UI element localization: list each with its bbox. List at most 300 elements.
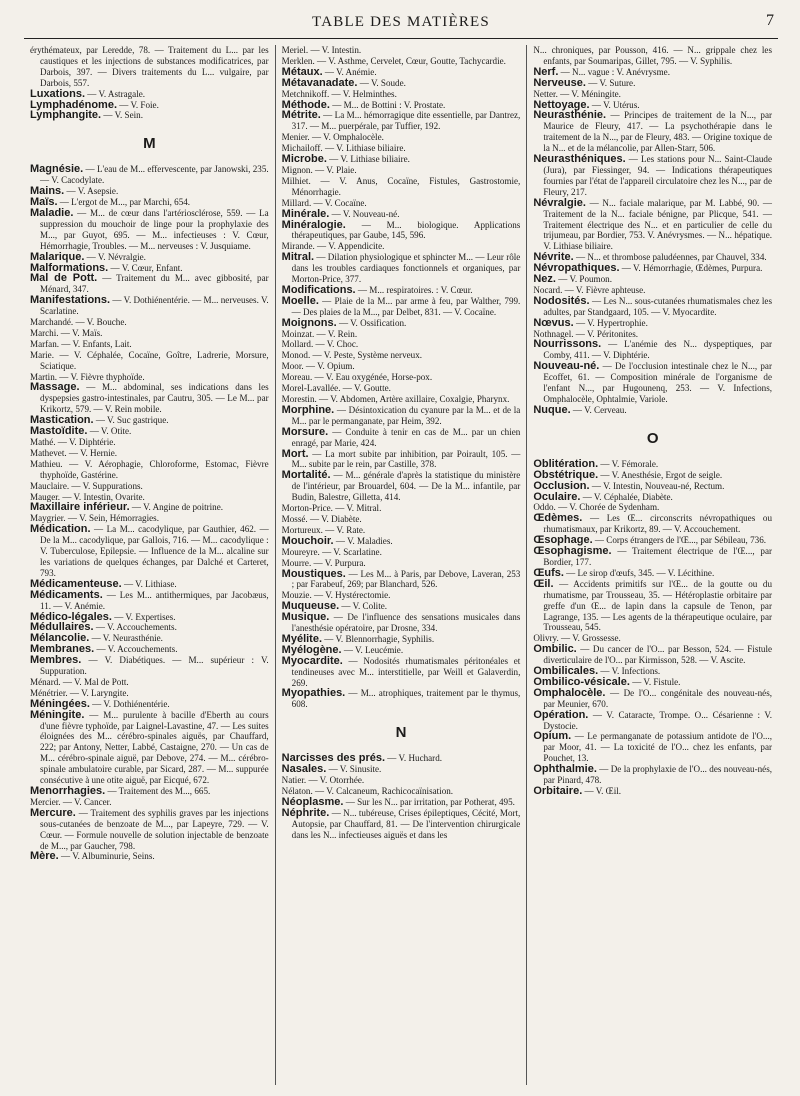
entry-headword: Névrite. [533, 251, 574, 264]
entry-headword: Myocardite. [281, 654, 343, 667]
entry-headword: Malformations. [30, 261, 109, 274]
entry-headword: Nuque. [533, 403, 571, 416]
entry-text: — V. Anesthésie, Ergot de seigle. [598, 469, 723, 480]
index-entry [282, 427, 521, 449]
entry-text: — M... abdominal, ses indications dans les dyspepsies gastro-intestinales, par Cautru, 305. — Le M... par Krikortz, 579. — V. Rein mobile. [40, 382, 269, 415]
entry-headword: Minérale. [281, 207, 330, 220]
entry-text: érythémateux, par Leredde, 78. — Traitement du L... par les caustiques et les injections de substances modificatrices, par Darbois, 397. — Divers traitements du L... vulgaire, par Darbois, 557. [30, 45, 269, 88]
entry-headword: Méningées. [30, 697, 90, 710]
index-entry [533, 710, 772, 732]
entry-text: — Traitement du M... avec gibbosité, par Ménard, 347. [40, 273, 269, 295]
entry-text: — Corps étrangers de l'Œ..., par Sébileau, 736. [592, 535, 767, 546]
entry-headword: Luxations. [30, 87, 86, 100]
index-columns [24, 45, 778, 1085]
entry-text: — M... atrophiques, traitement par le thymus, 608. [291, 688, 521, 710]
entry-text: — Les N... sous-cutanées rhumatismales chez les adultes, par Standgaard, 105. — V. Myocardite. [543, 295, 773, 317]
entry-text: — V. Diabétiques. — M... supérieur : V. Suppuration. [40, 655, 269, 677]
entry-headword: Nœvus. [533, 316, 574, 329]
index-entry [30, 350, 269, 372]
section-letter: N [395, 724, 407, 742]
index-entry [533, 513, 772, 535]
entry-headword: Oblitération. [533, 457, 599, 470]
entry-text: — V. Cataracte, Trompe. O... Césarienne : V. Dystocie. [543, 709, 773, 731]
entry-text: — Accidents primitifs sur l'Œ... de la goutte ou du rhumatisme, par Trousseau, 35. — Hétéroplastie orbitaire par greffe d'un Œ... de lapin dans la capsule de Tenon, par Lagrange, 135. — Les agents de la thérapeutique oculaire, par Trousseau, 545. [543, 578, 773, 633]
entry-text: Marfan. — V. Enfants, Lait. [30, 338, 132, 349]
index-entry [30, 459, 269, 481]
index-entry [30, 502, 269, 513]
index-entry [282, 45, 521, 56]
index-entry [282, 569, 521, 591]
entry-text: — V. Céphalée, Diabète. [580, 491, 673, 502]
entry-text: N... chroniques, par Pousson, 416. — N... grippale chez les enfants, par Soumaripas, Gillet, 795. — V. Syphilis. [533, 45, 773, 66]
entry-text: Ménard. — V. Mal de Pott. [30, 676, 129, 687]
entry-text: — La M... hémorragique dite essentielle, par Dantrez, 317. — M... puerpérale, par Tuffier, 192. [291, 110, 521, 132]
entry-text: Monod. — V. Peste, Système nerveux. [281, 350, 423, 361]
index-entry [533, 731, 772, 764]
entry-text: — La M... cacodylique, par Gauthier, 462. — De la M... cacodylique, par Gallois, 716. — M... cacodylique : V. Tuberculose, Epilepsie. — Influence de la M... alcaline sur les variations de quelques échanges, par Dalché et Carteret, 793. [40, 524, 269, 578]
entry-headword: Neurasthéniques. [533, 153, 626, 166]
entry-headword: Mastoïdite. [30, 425, 88, 438]
entry-text: — M... de cœur dans l'artériosclérose, 559. — La suppression du mouchoir de linge pour la prophylaxie des M..., par Guyot, 695. — M... infectieuses : V. Cœur, Hémorrhagie, Troubles. — M... nerveuses : V. Jusquiame. [40, 207, 269, 251]
entry-headword: Maïs. [30, 196, 58, 209]
index-entry [282, 165, 521, 176]
entry-text: — V. Sinusite. [326, 764, 382, 775]
entry-headword: Métrite. [281, 109, 321, 122]
entry-headword: Néphrite. [281, 806, 330, 819]
entry-headword: Œil. [533, 577, 554, 590]
entry-text: — M... de Bottini : V. Prostate. [329, 99, 446, 110]
entry-text: Marchi. — V. Maïs. [30, 327, 103, 338]
entry-text: — V. Hypertrophie. [573, 317, 648, 328]
entry-headword: Nettoyage. [533, 98, 590, 111]
entry-headword: Mercure. [30, 806, 76, 819]
entry-headword: Mastication. [30, 414, 94, 427]
index-entry [533, 361, 772, 405]
index-entry [30, 426, 269, 437]
entry-text: Morestin. — V. Abdomen, Artère axillaire, Coxalgie, Pharynx. [281, 394, 510, 404]
entry-headword: Neurasthénie. [533, 109, 607, 122]
index-entry [533, 764, 772, 786]
index-entry [30, 808, 269, 852]
entry-headword: Mitral. [281, 251, 315, 264]
index-entry [282, 688, 521, 710]
entry-text: — N... faciale malarique, par M. Labbé, 90. — Traitement de la N... faciale bénigne, par Plicque, 541. — Traitement électrique des N... et en particulier de celle du trijumeau, par Bordier, 753. V. Anévrysmes. — N... hépatique. V. Lithiase biliaire. [543, 197, 773, 252]
entry-text: — V. Astragale. [85, 88, 146, 99]
entry-text: — La mort subite par inhibition, par Poirault, 105. — M... subite par le rein, par Castille, 378. [291, 448, 521, 470]
section-letter: O [646, 429, 659, 447]
entry-text: — V. Ossification. [336, 317, 407, 328]
entry-headword: Membranes. [30, 643, 95, 656]
index-entry [282, 514, 521, 525]
entry-headword: Musique. [281, 611, 330, 624]
entry-text: — Traitement des syphilis graves par les injections sous-cutanées de benzoate de M..., par Lapeyre, 729. — V. Cœur. — Formule nouvelle de solution injectable de benzoate de M..., par Gaucher, 798. [40, 807, 269, 851]
index-entry [30, 786, 269, 797]
entry-text: — Principes de traitement de la N..., par Maurice de Fleury, 417. — La psychothérapie dans le traitement de la N..., par de Fleury, 483. — Origine toxique de la N... et de la mélancolie, par Allen-Starr, 506. [543, 110, 773, 154]
index-entry [282, 536, 521, 547]
entry-text: — V. Intestin, Nouveau-né, Rectum. [589, 480, 725, 491]
index-entry [282, 503, 521, 514]
entry-text: — N... tubéreuse, Crises épileptiques, Cécité, Mort, Autopsie, par Chauffard, 81. — De l'intervention chirurgicale dans les N... infectieuses aiguës et dans les [291, 807, 521, 840]
entry-headword: Obstétrique. [533, 468, 599, 481]
entry-text: — De la prophylaxie de l'O... des nouveau-nés, par Pinard, 478. [543, 764, 773, 786]
index-entry [30, 481, 269, 492]
index-entry [30, 437, 269, 448]
section-letter: M [143, 135, 156, 153]
entry-text: Maygrier. — V. Sein, Hémorragies. [30, 513, 159, 524]
entry-text: — V. Suture. [585, 77, 636, 88]
index-entry [30, 164, 269, 186]
entry-text: Netter. — V. Méningite. [533, 88, 621, 99]
index-entry [533, 296, 772, 318]
entry-text: — V. Anémie. [322, 66, 377, 77]
index-entry [30, 110, 269, 121]
entry-headword: Modifications. [281, 283, 356, 296]
index-entry [282, 361, 521, 372]
entry-text: Metchnikoff. — V. Helminthes. [281, 88, 397, 99]
entry-text: — V. Hémorrhagie, Œdèmes, Purpura. [619, 263, 763, 274]
entry-headword: Œufs. [533, 566, 564, 579]
entry-headword: Nourrissons. [533, 338, 602, 351]
entry-text: Mouzie. — V. Hystérectomie. [281, 590, 391, 601]
entry-headword: Ombilic. [533, 643, 577, 656]
index-entry [533, 579, 772, 634]
index-entry [533, 318, 772, 329]
entry-text: Nélaton. — V. Calcaneum, Rachicocaïnisation. [281, 786, 454, 796]
index-entry [282, 110, 521, 132]
entry-headword: Mélancolie. [30, 632, 90, 645]
entry-headword: Mort. [281, 447, 309, 460]
index-entry [282, 656, 521, 689]
entry-headword: Menorrhagies. [30, 785, 106, 797]
index-entry [30, 655, 269, 677]
entry-headword: Néoplasme. [281, 795, 344, 808]
entry-text: Martin. — V. Fièvre thyphoïde. [30, 371, 145, 382]
entry-text: Mortureux. — V. Rate. [281, 524, 366, 535]
entry-text: — V. Dothiénentérie. [89, 698, 170, 709]
entry-text: — Du cancer de l'O... par Besson, 524. — Fistule diverticulaire de l'O... par Kirmisson, 528. — V. Ascite. [543, 644, 773, 666]
entry-headword: Nodosités. [533, 294, 590, 307]
entry-text: Morel-Lavallée. — V. Goutte. [281, 383, 391, 394]
index-entry [282, 405, 521, 427]
entry-text: — Conduite à tenir en cas de M... par un chien enragé, par Marie, 424. [291, 426, 521, 448]
entry-text: — V. Accouchements. [93, 622, 177, 633]
entry-text: Moinzat. — V. Rein. [281, 328, 358, 339]
entry-headword: Méningite. [30, 708, 85, 721]
index-entry [30, 317, 269, 328]
entry-text: — M... purulente à bacille d'Eberth au cours d'une fièvre typhoïde, par Laignel-Lavastine, 47. — Les suites éloignées des M... cérébro-spinales aiguës, par Chauffard, 222; par Antony, Netter, Labbé, Castaigne, 270. — Un cas de M... cérébro-spinale aiguë, par Debove, 274. — M... cérébro-spinale ambulatoire curable, par Sicard, 287. — M... suppurée consécutive à une otite aiguë, par Eicqué, 672. [40, 709, 269, 786]
entry-headword: Nez. [533, 273, 556, 286]
entry-text: — M... respiratoires. : V. Cœur. [355, 284, 473, 295]
entry-text: — V. Névralgie. [84, 251, 146, 262]
entry-text: Mauger. — V. Intestin, Ovarite. [30, 491, 145, 502]
entry-text: Marchandé. — V. Bouche. [30, 317, 127, 328]
index-entry [282, 154, 521, 165]
index-entry [533, 492, 772, 503]
entry-text: — V. Asepsie. [64, 186, 119, 197]
index-entry [30, 382, 269, 415]
entry-text: — L'eau de M... effervescente, par Janowski, 235. — V. Cacodylate. [40, 164, 269, 186]
entry-text: Nothnagel. — V. Péritonites. [533, 328, 639, 339]
entry-text: Mollard. — V. Choc. [281, 339, 359, 350]
index-entry [533, 405, 772, 416]
index-entry [282, 350, 521, 361]
entry-text: Menier. — V. Omphalocèle. [281, 132, 384, 143]
entry-headword: Ombilico-vésicale. [533, 675, 630, 688]
index-entry [30, 273, 269, 295]
entry-text: — Les M... à Paris, par Debove, Laveran, 253 ; par Farabeuf, 269; par Blanchard, 526. [291, 568, 521, 590]
entry-headword: Métavanadate. [281, 76, 358, 89]
entry-headword: Nasales. [281, 763, 327, 776]
entry-text: Mirande. — V. Appendicite. [281, 241, 385, 252]
entry-text: — De l'occlusion intestinale chez le N..., par Ecoffet, 61. — Composition minérale de l'organisme de l'enfant N..., par Hugounenq, 253. — V. Infections, Omphalocèle, Ophtalmie, Variole. [543, 361, 773, 404]
entry-text: — V. Cœur, Enfant. [108, 262, 183, 273]
entry-text: — Traitement électrique de l'Œ..., par Bordier, 177. [543, 546, 773, 567]
entry-text: — Les Œ... circonscrits névropathiques ou rhumatismaux, par Krikortz, 89. — V. Accouchement. [543, 513, 773, 535]
entry-headword: Moelle. [281, 294, 319, 307]
index-entry [282, 318, 521, 329]
index-entry [282, 176, 521, 198]
entry-text: — V. Œil. [582, 786, 622, 796]
entry-headword: Moignons. [281, 316, 337, 329]
entry-headword: Maxillaire inférieur. [30, 501, 130, 514]
index-entry [30, 45, 269, 89]
entry-text: Meriel. — V. Intestin. [281, 45, 362, 55]
entry-text: — V. Albuminurie, Seins. [58, 851, 155, 862]
entry-text: — V. Lithiase. [121, 578, 177, 589]
entry-text: Mathevet. — V. Hernie. [30, 447, 118, 458]
entry-text: — Traitement des M..., 665. [105, 786, 211, 796]
entry-headword: Omphalocèle. [533, 686, 606, 699]
entry-headword: Manifestations. [30, 294, 111, 307]
index-entry [282, 775, 521, 786]
entry-headword: Mains. [30, 185, 65, 198]
entry-headword: Mère. [30, 850, 59, 863]
entry-text: Mauclaire. — V. Suppurations. [30, 480, 143, 491]
index-entry [533, 263, 772, 274]
entry-headword: Morsure. [281, 425, 329, 438]
entry-headword: Médullaires. [30, 621, 94, 634]
entry-text: — N... et thrombose paludéennes, par Chauvel, 334. [573, 252, 767, 263]
entry-text: — L'ergot de M..., par Marchi, 654. [57, 197, 191, 208]
index-entry [282, 449, 521, 471]
index-entry [30, 677, 269, 688]
entry-headword: Opium. [533, 730, 572, 743]
entry-text: — V. Suc gastrique. [93, 415, 169, 426]
entry-text: — V. Neurasthénie. [89, 633, 163, 644]
entry-text: — V. Colite. [339, 601, 388, 612]
index-entry [533, 78, 772, 89]
index-column-3 [526, 45, 778, 1085]
index-entry [533, 688, 772, 710]
entry-headword: Microbe. [281, 153, 327, 166]
entry-headword: Myélogène. [281, 643, 342, 656]
entry-text: Mignon. — V. Plaie. [281, 164, 357, 175]
entry-text: Mossé. — V. Diabète. [281, 513, 362, 524]
entry-text: — V. Infections. [598, 666, 661, 677]
entry-headword: Lymphangite. [30, 109, 102, 122]
index-entry [282, 78, 521, 89]
entry-text: — V. Expertises. [111, 611, 176, 622]
page-number: 7 [766, 12, 774, 29]
entry-text: — V. Blennorrhagie, Syphilis. [322, 633, 435, 644]
entry-text: — Le sirop d'œufs, 345. — V. Lécithine. [563, 567, 715, 578]
entry-text: Ménétrier. — V. Laryngite. [30, 687, 129, 698]
index-entry [533, 198, 772, 253]
index-entry [282, 339, 521, 350]
index-entry [30, 590, 269, 612]
index-entry [282, 612, 521, 634]
entry-headword: Orbitaire. [533, 785, 583, 797]
entry-headword: Médicaments. [30, 588, 103, 601]
entry-text: — V. Cerveau. [570, 404, 627, 415]
entry-text: — Les M... antithermiques, par Jacobæus, 11. — V. Anémie. [40, 589, 269, 611]
index-entry [30, 710, 269, 786]
index-column-2 [275, 45, 527, 1085]
entry-headword: Nerveuse. [533, 76, 586, 89]
index-entry [282, 547, 521, 558]
entry-headword: Médicamenteuse. [30, 577, 122, 590]
entry-headword: Œsophage. [533, 534, 593, 547]
entry-headword: Magnésie. [30, 163, 84, 176]
entry-text: — Désintoxication du cyanure par la M... et de la M... par le permanganate, par Heim, 392. [291, 404, 521, 426]
index-entry [533, 339, 772, 361]
entry-headword: Névralgie. [533, 196, 586, 209]
index-entry [30, 328, 269, 339]
entry-text: — V. Leucémie. [341, 644, 404, 655]
entry-text: — V. Lithiase biliaire. [326, 154, 410, 165]
entry-text: — De l'influence des sensations musicales dans l'anesthésie opératoire, par Drosne, 334. [291, 612, 521, 634]
index-entry [282, 383, 521, 394]
index-entry [282, 808, 521, 841]
index-entry [30, 448, 269, 459]
entry-headword: Muqueuse. [281, 600, 340, 613]
entry-text: Millard. — V. Cocaïne. [281, 197, 367, 208]
index-entry [533, 786, 772, 797]
index-entry [30, 186, 269, 197]
entry-text: — V. Fistule. [629, 676, 681, 687]
entry-text: Moreau. — V. Eau oxygénée, Horse-pox. [281, 372, 433, 383]
entry-text: Natier. — V. Otorrhée. [281, 775, 365, 786]
index-entry [282, 470, 521, 503]
entry-headword: Opération. [533, 708, 589, 721]
entry-headword: Mal de Pott. [30, 272, 98, 285]
entry-text: — V. Foie. [117, 99, 159, 110]
index-entry [30, 339, 269, 350]
index-entry [282, 372, 521, 383]
entry-text: — Nodosités rhumatismales péritonéales et tendineuses avec M... interstitielle, par Weill et Galaverdin, 269. [291, 655, 521, 688]
entry-headword: Œdèmes. [533, 512, 583, 525]
entry-text: — V. Soude. [357, 77, 406, 88]
entry-headword: Oculaire. [533, 490, 581, 503]
entry-text: Mathieu. — V. Aérophagie, Chloroforme, Estomac, Fièvre thyphoïde, Gastérine. [30, 458, 269, 480]
index-entry [533, 274, 772, 285]
entry-headword: Minéralogie. [281, 218, 346, 231]
entry-headword: Ophthalmie. [533, 763, 597, 776]
entry-headword: Morphine. [281, 403, 335, 416]
entry-text: Olivry. — V. Grossesse. [533, 633, 621, 644]
entry-text: — M... générale d'après la statistique du ministère de l'intérieur, par Brouardel, 604. — De la M... infantile, par Budin, Balestre, Gilletta, 414. [291, 470, 521, 503]
entry-headword: Névropathiques. [533, 262, 620, 275]
index-entry [282, 132, 521, 143]
entry-text: Nocard. — V. Fièvre aphteuse. [533, 284, 646, 295]
entry-text: — V. Accouchements. [94, 644, 178, 655]
entry-text: — Plaie de la M... par arme à feu, par Walther, 799. — Des plaies de la M..., par Delbet, 831. — V. Cocaïne. [291, 295, 521, 317]
page-header [24, 0, 778, 39]
index-entry [30, 851, 269, 862]
entry-headword: Occlusion. [533, 479, 590, 492]
entry-text: — Le permanganate de potassium antidote de l'O..., par Moor, 41. — La toxicité de l'O... chez les enfants, par Pouchet, 13. [543, 731, 773, 764]
index-entry [282, 220, 521, 242]
index-entry [30, 524, 269, 579]
entry-text: — Sur les N... par irritation, par Potherat, 495. [343, 796, 515, 807]
entry-text: — V. Sein. [101, 110, 143, 121]
entry-text: — Dilation physiologique et sphincter M... — Leur rôle dans les troubles cardiaques fonctionnels et organiques, par Morton-Price, 377. [291, 252, 521, 285]
index-entry [282, 329, 521, 340]
entry-text: — V. Fémorale. [598, 458, 659, 469]
entry-text: Moureyre. — V. Scarlatine. [281, 546, 382, 557]
entry-text: — V. Nouveau-né. [329, 208, 400, 219]
entry-headword: Moustiques. [281, 567, 346, 580]
entry-headword: Maladie. [30, 206, 74, 219]
entry-text: Moor. — V. Opium. [281, 361, 355, 372]
entry-text: Milhiet. — V. Anus, Cocaïne, Fistules, Gastrostomie, Ménorrhagie. [281, 175, 521, 197]
index-entry [533, 154, 772, 198]
entry-text: — N... vague : V. Anévrysme. [558, 66, 670, 77]
entry-text: — V. Poumon. [555, 274, 612, 285]
entry-text: — V. Angine de poitrine. [129, 502, 224, 513]
entry-text: Oddo. — V. Chorée de Sydenham. [533, 502, 660, 513]
entry-headword: Métaux. [281, 65, 323, 78]
entry-headword: Médico-légales. [30, 610, 112, 623]
entry-text: — V. Maladies. [333, 535, 393, 546]
entry-headword: Nouveau-né. [533, 360, 600, 373]
running-title: TABLE DES MATIÈRES [312, 14, 490, 30]
entry-headword: Mouchoir. [281, 534, 334, 547]
entry-headword: Narcisses des prés. [281, 752, 386, 765]
entry-text: — V. Dothiénentérie. — M... nerveuses. V. Scarlatine. [40, 295, 269, 317]
entry-text: — V. Utérus. [589, 99, 640, 110]
entry-headword: Médication. [30, 523, 91, 536]
entry-headword: Mortalité. [281, 469, 331, 482]
index-entry [533, 45, 772, 67]
entry-text: Marie. — V. Céphalée, Cocaïne, Goître, Ladrerie, Morsure, Sciatique. [30, 349, 269, 371]
entry-headword: Ombilicales. [533, 665, 599, 678]
index-entry [533, 644, 772, 666]
entry-headword: Massage. [30, 381, 80, 394]
index-entry [533, 568, 772, 579]
entry-text: — M... biologique. Applications thérapeutiques, par Gaube, 145, 596. [291, 219, 521, 241]
index-entry [282, 241, 521, 252]
entry-text: — V. Otite. [87, 426, 132, 437]
entry-headword: Lymphadénome. [30, 98, 117, 111]
entry-text: Mercier. — V. Cancer. [30, 796, 112, 807]
entry-headword: Malarique. [30, 250, 85, 263]
entry-text: Merklen. — V. Asthme, Cervelet, Cœur, Goutte, Tachycardie. [281, 55, 506, 66]
index-entry [282, 296, 521, 318]
index-entry [282, 252, 521, 285]
index-entry [30, 208, 269, 252]
entry-text: — L'anémie des N... dyspeptiques, par Comby, 411. — V. Diphtérie. [543, 339, 773, 361]
entry-headword: Œsophagisme. [533, 545, 612, 558]
index-entry [533, 110, 772, 154]
entry-headword: Myélite. [281, 632, 323, 645]
entry-text: Morton-Price. — V. Mitral. [281, 503, 382, 514]
entry-text: Michailoff. — V. Lithiase biliaire. [281, 143, 406, 154]
entry-headword: Méthode. [281, 98, 330, 111]
entry-headword: Nerf. [533, 65, 559, 78]
index-entry [30, 295, 269, 317]
index-column-1 [24, 45, 275, 1085]
